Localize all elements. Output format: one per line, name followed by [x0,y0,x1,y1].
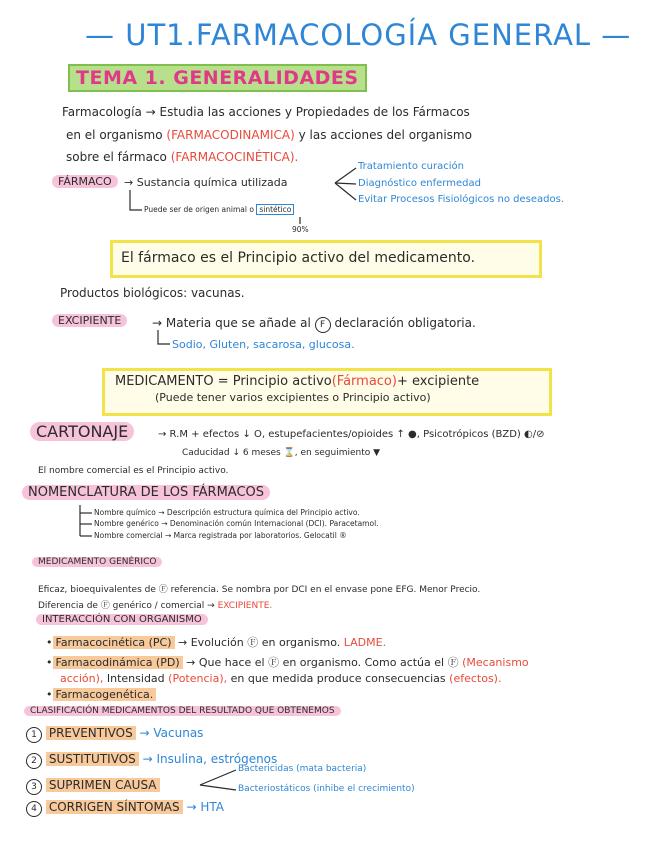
medicamento-line1: MEDICAMENTO = Principio activo(Fármaco)+ excipiente [115,374,480,389]
interaccion-pd-line2: acción), Intensidad (Potencia), en que medida produce consecuencias (efectos). [60,672,502,685]
medicamento-box [102,368,552,416]
nomenclatura-label: NOMENCLATURA DE LOS FÁRMACOS [22,485,270,500]
clasificacion-item-1: 1 PREVENTIVOS → Vacunas [26,726,203,743]
causa-sub-1: Bactericidas (mata bacteria) [238,764,367,774]
excipiente-examples: Sodio, Gluten, sacarosa, glucosa. [172,338,355,351]
farmaco-use-1: Tratamiento curación [358,161,464,172]
farmacologia-line3: sobre el fármaco (FARMACOCINÉTICA). [66,150,299,164]
nomenclatura-item-2: Nombre genérico → Denominación común Internacional (DCI). Paracetamol. [94,519,379,528]
generico-label: MEDICAMENTO GENÉRICO [32,557,162,567]
clasificacion-label: CLASIFICACIÓN MEDICAMENTOS DEL RESULTADO QUE OBTENEMOS [24,706,341,716]
farmacologia-line1: Farmacología → Estudia las acciones y Propiedades de los Fármacos [62,105,470,119]
principio-activo-box [110,240,542,278]
interaccion-label: INTERACCIÓN CON ORGANISMO [36,614,208,625]
cartonaje-line2: Caducidad ↓ 6 meses ⌛, en seguimiento ▼ [182,448,381,458]
clasificacion-item-3: 3 SUPRIMEN CAUSA [26,778,160,795]
generico-line1: Eficaz, bioequivalentes de Ⓕ referencia. Se nombra por DCI en el envase pone EFG. Menor Precio. [38,585,481,595]
interaccion-pc: • Farmacocinética (PC) → Evolución Ⓕ en organismo. LADME. [46,636,387,649]
farmaco-label: FÁRMACO [52,175,118,188]
principio-activo-text: El fármaco es el Principio activo del medicamento. [121,250,476,266]
excipiente-label: EXCIPIENTE [52,314,127,327]
farmacologia-line2: en el organismo (FARMACODINAMICA) y las acciones del organismo [66,128,472,142]
page-title: — UT1.FARMACOLOGÍA GENERAL — [85,18,632,52]
clasificacion-item-2: 2 SUSTITUTIVOS → Insulina, estrógenos [26,752,277,769]
medicamento-line2: (Puede tener varios excipientes o Principio activo) [155,391,431,404]
interaccion-pd: • Farmacodinámica (PD) → Que hace el Ⓕ en organismo. Como actúa el Ⓕ (Mecanismo [46,656,529,669]
productos-biologicos: Productos biológicos: vacunas. [60,286,245,300]
farmaco-definition: → Sustancia química utilizada [124,176,288,189]
farmaco-percent: 90% [292,225,309,234]
cartonaje-label: CARTONAJE [30,422,134,441]
nombre-comercial-note: El nombre comercial es el Principio activo. [38,466,229,476]
causa-sub-2: Bacteriostáticos (inhibe el crecimiento) [238,784,415,794]
farmaco-origin: Puede ser de origen animal o sintético [144,205,294,214]
generico-line2: Diferencia de Ⓕ genérico / comercial → EXCIPIENTE. [38,601,273,611]
excipiente-definition: → Materia que se añade al F declaración obligatoria. [152,316,476,333]
tema-heading: TEMA 1. GENERALIDADES [68,64,367,92]
farmaco-use-2: Diagnóstico enfermedad [358,178,481,189]
clasificacion-item-4: 4 CORRIGEN SÍNTOMAS → HTA [26,800,224,817]
cartonaje-line1: → R.M + efectos ↓ O, estupefacientes/opioides ↑ ●, Psicotrópicos (BZD) ◐/⊘ [158,429,545,440]
interaccion-genetica: • Farmacogenética. [46,688,156,701]
farmaco-use-3: Evitar Procesos Fisiológicos no deseados. [358,194,565,205]
nomenclatura-item-1: Nombre químico → Descripción estructura química del Principio activo. [94,508,360,517]
farmaco-circle-icon: F [315,317,331,333]
nomenclatura-item-3: Nombre comercial → Marca registrada por laboratorios. Gelocatil ® [94,531,347,540]
